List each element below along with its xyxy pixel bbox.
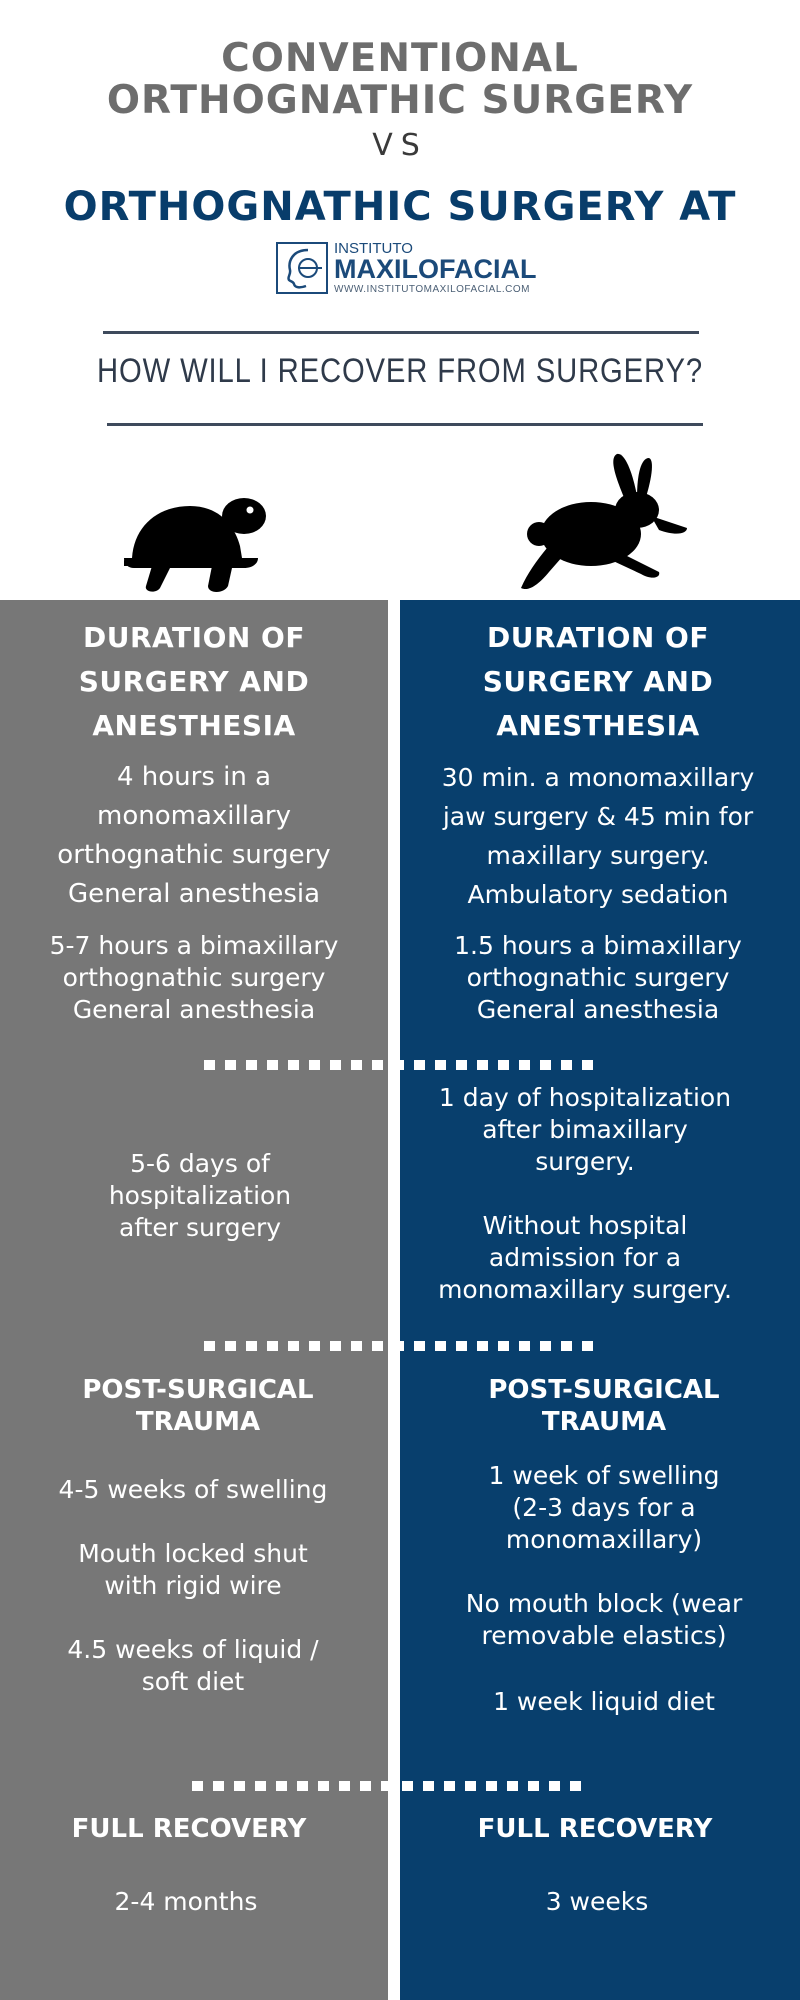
- left-trauma-line: soft diet: [141, 1667, 245, 1696]
- separator-dot: [570, 1781, 581, 1791]
- right-trauma-line: 1 week of swelling: [488, 1461, 720, 1490]
- rabbit-icon: [519, 452, 689, 592]
- separator-dot: [381, 1781, 392, 1791]
- separator-dot: [582, 1341, 593, 1351]
- separator-dot: [456, 1060, 467, 1070]
- separator-dot: [465, 1781, 476, 1791]
- separator-dot: [402, 1781, 413, 1791]
- logo-text-small: INSTITUTO: [334, 240, 413, 257]
- separator-dot: [372, 1060, 383, 1070]
- separator-dot: [204, 1060, 215, 1070]
- left-recovery-value: 2-4 months: [114, 1887, 258, 1916]
- separator-dot: [486, 1781, 497, 1791]
- dotted-separator: [192, 1776, 592, 1786]
- left-duration-line: 5-7 hours a bimaxillary: [49, 931, 339, 960]
- logo-face-icon: [276, 242, 328, 294]
- title-line-1: CONVENTIONAL: [221, 36, 579, 81]
- left-recovery-heading: FULL RECOVERY: [71, 1814, 307, 1844]
- left-hospital-line: hospitalization: [108, 1181, 292, 1210]
- separator-dot: [507, 1781, 518, 1791]
- separator-dot: [318, 1781, 329, 1791]
- right-duration-bi: [400, 930, 796, 1026]
- separator-dot: [477, 1341, 488, 1351]
- right-hospital-line: surgery.: [535, 1147, 635, 1176]
- left-duration-bi: [0, 930, 388, 1026]
- separator-dot: [456, 1341, 467, 1351]
- separator-dot: [204, 1341, 215, 1351]
- separator-dot: [540, 1060, 551, 1070]
- separator-dot: [225, 1060, 236, 1070]
- left-hospital-line: after surgery: [118, 1213, 282, 1242]
- separator-dot: [351, 1060, 362, 1070]
- left-trauma-line: Mouth locked shut: [78, 1539, 308, 1568]
- separator-dot: [246, 1341, 257, 1351]
- left-duration-line: orthognathic surgery: [57, 840, 331, 870]
- left-duration-line: General anesthesia: [67, 879, 321, 909]
- right-trauma-swelling: [400, 1460, 800, 1556]
- vs-label: VS: [372, 128, 428, 163]
- separator-dot: [444, 1781, 455, 1791]
- right-hospital-line: monomaxillary surgery.: [438, 1275, 732, 1304]
- separator-dot: [498, 1060, 509, 1070]
- right-duration-head-line: ANESTHESIA: [496, 709, 700, 742]
- left-duration-line: 4 hours in a: [116, 762, 272, 792]
- left-trauma-swelling: 4-5 weeks of swelling: [58, 1475, 328, 1504]
- right-duration-line: Ambulatory sedation: [467, 880, 729, 909]
- separator-dot: [414, 1060, 425, 1070]
- right-duration-head-line: SURGERY AND: [482, 665, 714, 698]
- right-duration-line: maxillary surgery.: [486, 841, 710, 870]
- right-trauma-heading: [400, 1374, 800, 1438]
- separator-dot: [213, 1781, 224, 1791]
- separator-dot: [246, 1060, 257, 1070]
- separator-dot: [477, 1060, 488, 1070]
- separator-dot: [498, 1341, 509, 1351]
- left-trauma-line: 4.5 weeks of liquid /: [67, 1635, 319, 1664]
- recovery-question: HOW WILL I RECOVER FROM SURGERY?: [97, 352, 703, 390]
- separator-dot: [288, 1341, 299, 1351]
- separator-dot: [561, 1060, 572, 1070]
- right-duration-line: General anesthesia: [476, 995, 720, 1024]
- dotted-separator: [204, 1336, 604, 1346]
- right-duration-line: 1.5 hours a bimaxillary: [454, 931, 742, 960]
- right-hospital-line: Without hospital: [482, 1211, 688, 1240]
- left-trauma-head-line: TRAUMA: [135, 1407, 261, 1437]
- right-trauma-line: No mouth block (wear: [465, 1589, 743, 1618]
- left-trauma-head-line: POST-SURGICAL: [82, 1375, 314, 1405]
- right-hospitalization-bi: [400, 1082, 770, 1178]
- separator-dot: [267, 1341, 278, 1351]
- left-duration-line: orthognathic surgery: [62, 963, 326, 992]
- right-duration-head-line: DURATION OF: [487, 621, 709, 654]
- separator-dot: [234, 1781, 245, 1791]
- separator-dot: [435, 1341, 446, 1351]
- right-trauma-head-line: TRAUMA: [541, 1407, 667, 1437]
- left-duration-head-line: SURGERY AND: [78, 665, 310, 698]
- title-conventional: [0, 38, 800, 122]
- left-duration-line: General anesthesia: [72, 995, 316, 1024]
- separator-dot: [309, 1060, 320, 1070]
- separator-dot: [393, 1060, 404, 1070]
- left-trauma-line: with rigid wire: [104, 1571, 282, 1600]
- right-duration-line: orthognathic surgery: [466, 963, 730, 992]
- separator-dot: [288, 1060, 299, 1070]
- turtle-icon: [124, 494, 270, 596]
- separator-dot: [297, 1781, 308, 1791]
- right-hospital-line: after bimaxillary: [482, 1115, 688, 1144]
- separator-dot: [549, 1781, 560, 1791]
- title-institute: ORTHOGNATHIC SURGERY AT: [63, 184, 737, 230]
- separator-dot: [267, 1060, 278, 1070]
- separator-dot: [582, 1060, 593, 1070]
- right-trauma-line: (2-3 days for a: [512, 1493, 696, 1522]
- separator-dot: [255, 1781, 266, 1791]
- separator-dot: [435, 1060, 446, 1070]
- right-trauma-head-line: POST-SURGICAL: [488, 1375, 720, 1405]
- separator-dot: [372, 1341, 383, 1351]
- separator-dot: [393, 1341, 404, 1351]
- logo-url: WWW.INSTITUTOMAXILOFACIAL.COM: [334, 284, 530, 295]
- logo-text-big: MAXILOFACIAL: [334, 254, 537, 284]
- separator-dot: [360, 1781, 371, 1791]
- left-trauma-mouth: [0, 1538, 386, 1602]
- left-hospitalization: [0, 1148, 400, 1244]
- left-duration-heading: [0, 616, 388, 748]
- divider-bottom: [107, 423, 703, 426]
- right-duration-line: jaw surgery & 45 min for: [442, 802, 754, 831]
- separator-dot: [519, 1060, 530, 1070]
- right-hospital-line: admission for a: [488, 1243, 682, 1272]
- dotted-separator: [204, 1055, 604, 1065]
- separator-dot: [423, 1781, 434, 1791]
- separator-dot: [330, 1341, 341, 1351]
- divider-top: [103, 331, 699, 334]
- separator-dot: [414, 1341, 425, 1351]
- right-hospitalization-mono: [400, 1210, 770, 1306]
- right-duration-line: 30 min. a monomaxillary: [441, 763, 755, 792]
- right-duration-heading: [400, 616, 796, 748]
- title-line-2: ORTHOGNATHIC SURGERY: [106, 78, 694, 123]
- separator-dot: [519, 1341, 530, 1351]
- left-hospital-line: 5-6 days of: [130, 1149, 270, 1178]
- separator-dot: [351, 1341, 362, 1351]
- separator-dot: [528, 1781, 539, 1791]
- right-trauma-line: monomaxillary): [505, 1525, 703, 1554]
- separator-dot: [309, 1341, 320, 1351]
- separator-dot: [339, 1781, 350, 1791]
- separator-dot: [225, 1341, 236, 1351]
- right-trauma-diet: 1 week liquid diet: [493, 1687, 715, 1716]
- separator-dot: [561, 1341, 572, 1351]
- right-recovery-value: 3 weeks: [545, 1887, 649, 1916]
- right-recovery-heading: FULL RECOVERY: [477, 1814, 713, 1844]
- separator-dot: [540, 1341, 551, 1351]
- left-duration-line: monomaxillary: [97, 801, 291, 831]
- right-hospital-line: 1 day of hospitalization: [438, 1083, 732, 1112]
- left-duration-mono: [0, 758, 388, 914]
- separator-dot: [276, 1781, 287, 1791]
- left-duration-head-line: DURATION OF: [83, 621, 305, 654]
- left-duration-head-line: ANESTHESIA: [92, 709, 296, 742]
- right-trauma-elastics: [400, 1588, 800, 1652]
- institute-logo: [276, 240, 536, 300]
- left-trauma-heading: [0, 1374, 396, 1438]
- right-trauma-line: removable elastics): [481, 1621, 727, 1650]
- right-duration-mono: [400, 758, 796, 914]
- separator-dot: [330, 1060, 341, 1070]
- left-trauma-diet: [0, 1634, 386, 1698]
- separator-dot: [192, 1781, 203, 1791]
